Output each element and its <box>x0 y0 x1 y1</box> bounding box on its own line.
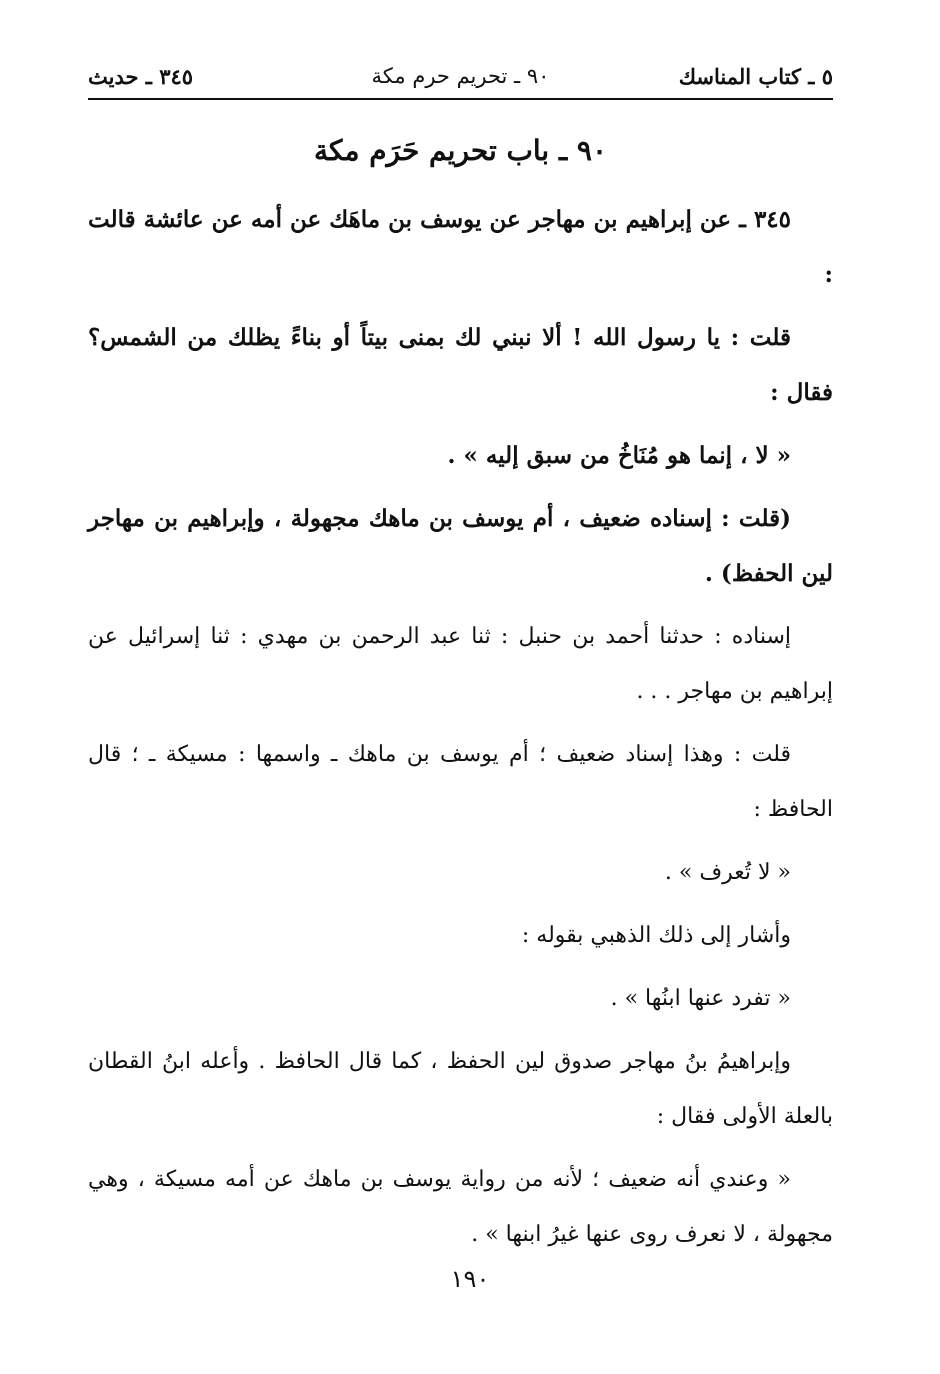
quote-line: « تفرد عنها ابنُها » . <box>610 986 791 1011</box>
header-chapter-title: ٩٠ ـ تحريم حرم مكة <box>371 64 550 88</box>
page-number: ١٩٠ <box>450 1265 490 1293</box>
header-book-title: ٥ ـ كتاب المناسك <box>678 64 833 89</box>
quote-line: « لا تُعرف » . <box>664 860 791 885</box>
running-header <box>88 58 833 100</box>
hadith-isnad: ٣٤٥ ـ عن إبراهيم بن مهاجر عن يوسف بن ماهَك عن أمه عن عائشة قالت : <box>88 206 833 288</box>
commentary-paragraph: قلت : وهذا إسناد ضعيف ؛ أم يوسف بن ماهك ـ واسمها : مسيكة ـ ؛ قال الحافظ : <box>88 742 833 822</box>
hadith-text: قلت : يا رسول الله ! ألا نبني لك بمنى بيتاً أو بناءً يظلك من الشمس؟ فقال : <box>88 324 833 406</box>
book-page <box>88 58 833 1262</box>
hadith-answer: « لا ، إنما هو مُنَاخُ من سبق إليه » . <box>447 442 791 469</box>
isnad-paragraph: إسناده : حدثنا أحمد بن حنبل : ثنا عبد الرحمن بن مهدي : ثنا إسرائيل عن إبراهيم بن مهاجر . . . <box>88 624 833 704</box>
header-hadith-number: ٣٤٥ ـ حديث <box>88 64 194 89</box>
chapter-heading: ٩٠ ـ باب تحريم حَرَم مكة <box>313 134 607 167</box>
commentary-line: وأشار إلى ذلك الذهبي بقوله : <box>521 923 791 948</box>
grading-note: (قلت : إسناده ضعيف ، أم يوسف بن ماهك مجهولة ، وإبراهيم بن مهاجر لين الحفظ) . <box>88 505 833 587</box>
commentary-paragraph: وإبراهيمُ بنُ مهاجر صدوق لين الحفظ ، كما قال الحافظ . وأعله ابنُ القطان بالعلة الأولى فقال : <box>88 1049 833 1129</box>
quote-paragraph: « وعندي أنه ضعيف ؛ لأنه من رواية يوسف بن ماهك عن أمه مسيكة ، وهي مجهولة ، لا نعرف روى عنها غيرُ ابنها » . <box>88 1167 833 1247</box>
